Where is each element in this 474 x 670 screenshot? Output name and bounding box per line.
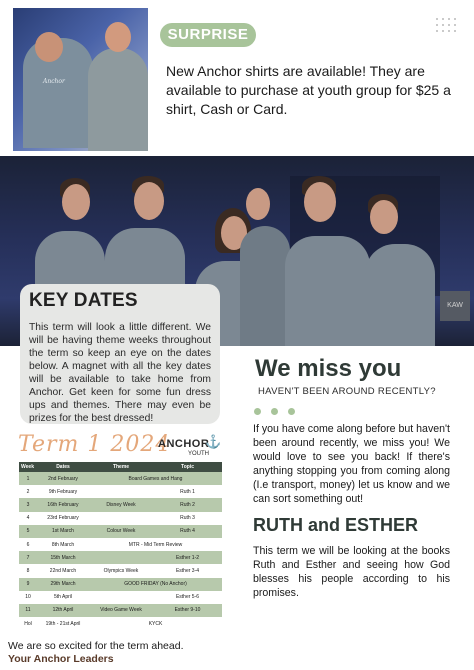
key-dates-text: This term will look a little different. We will be having theme weeks throughout the term so keep an eye on the dates below. A magnet with all the key dates will be available to take home from Anchor. Get keen for some fun dress ups and themes. There may even be prizes for the best dressed! (29, 322, 211, 424)
cell-dates: 15th March (37, 551, 89, 564)
miss-you-title: We miss you (255, 355, 402, 382)
table-row (19, 578, 222, 591)
cell-dates: 2nd February (37, 472, 89, 485)
cell-week: 9 (19, 578, 37, 591)
cell-week: 2 (19, 485, 37, 498)
person-head (62, 184, 90, 220)
cell-topic: Esther 9-10 (153, 604, 222, 617)
cell-topic: Ruth 2 (153, 498, 222, 511)
cell-dates: 22nd March (37, 564, 89, 577)
col-week: Week (19, 462, 37, 472)
table-row (19, 525, 222, 538)
table-row (19, 617, 222, 630)
table-row (19, 604, 222, 617)
term-title: Term 1 2024 (18, 432, 171, 457)
table-row (19, 564, 222, 577)
decorative-dots (436, 18, 456, 36)
shirt-photo (13, 8, 148, 151)
person-head (35, 32, 63, 62)
table-row (19, 551, 222, 564)
col-dates: Dates (37, 462, 89, 472)
cell-dates: 12th April (37, 604, 89, 617)
cell-week: 7 (19, 551, 37, 564)
cell-week: 4 (19, 512, 37, 525)
logo-sub: YOUTH (188, 451, 209, 457)
surprise-text: New Anchor shirts are available! They are available to purchase at youth group for $25 a shirt, Cash or Card. (166, 63, 451, 117)
signoff: Your Anchor Leaders (8, 653, 114, 665)
table-row (19, 591, 222, 604)
cell-week: 6 (19, 538, 37, 551)
person-shape (285, 236, 370, 346)
cell-week: 1 (19, 472, 37, 485)
cell-theme (89, 485, 153, 498)
cell-dates: 23rd February (37, 512, 89, 525)
miss-you-subtitle: HAVEN'T BEEN AROUND RECENTLY? (258, 386, 436, 397)
key-dates-box (20, 284, 220, 424)
schedule-table (19, 462, 222, 630)
cell-theme (89, 591, 153, 604)
cell-week: 3 (19, 498, 37, 511)
cell-week: Hol (19, 617, 37, 630)
person-shape (365, 244, 435, 346)
anchor-logo (158, 434, 222, 460)
col-theme: Theme (89, 462, 153, 472)
miss-you-text: If you have come along before but haven't been around recently, we miss you! We would love to see you back! If there's anything stopping you from coming along (I.e transport, money) let us know and we can sort something out! (253, 423, 450, 505)
cell-dates: 9th February (37, 485, 89, 498)
cell-topic: Esther 5-6 (153, 591, 222, 604)
cell-dates: 1st March (37, 525, 89, 538)
logo-word: ANCHOR (158, 438, 210, 450)
shirt-print: Anchor (43, 78, 65, 85)
col-topic: Topic (153, 462, 222, 472)
cell-topic: Ruth 1 (153, 485, 222, 498)
cell-dates: 16th February (37, 498, 89, 511)
cell-theme: Video Game Week (89, 604, 153, 617)
cell-week: 10 (19, 591, 37, 604)
anchor-icon: ⚓ (205, 434, 222, 449)
cell-dates: 8th March (37, 538, 89, 551)
cell-theme: Board Games and Hang (89, 472, 222, 485)
cell-week: 8 (19, 564, 37, 577)
cell-topic: Esther 3-4 (153, 564, 222, 577)
cell-theme: GOOD FRIDAY (No Anchor) (89, 578, 222, 591)
cell-dates: 29th March (37, 578, 89, 591)
table-row (19, 485, 222, 498)
person-shape (240, 226, 290, 346)
cell-topic: Ruth 3 (153, 512, 222, 525)
cell-theme: Olympics Week (89, 564, 153, 577)
cell-topic: Esther 1-2 (153, 551, 222, 564)
table-row (19, 472, 222, 485)
person-head (134, 182, 164, 220)
cell-theme: Disney Week (89, 498, 153, 511)
decorative-dots (254, 408, 299, 416)
person-head (105, 22, 131, 52)
cell-theme (89, 512, 153, 525)
cell-dates: 5th April (37, 591, 89, 604)
cell-week: 11 (19, 604, 37, 617)
schedule-body (19, 472, 222, 630)
closing-line: We are so excited for the term ahead. (8, 640, 184, 652)
term-schedule (16, 432, 221, 632)
cell-dates: 19th - 21st April (37, 617, 89, 630)
ruth-esther-title: RUTH and ESTHER (253, 515, 419, 535)
table-header-row (19, 462, 222, 472)
cell-theme: KYCK (89, 617, 222, 630)
person-head (304, 182, 336, 222)
table-row (19, 498, 222, 511)
person-head (370, 200, 398, 234)
ruth-esther-text: This term we will be looking at the books Ruth and Esther and seeing how God blesses his people according to his promises. (253, 545, 450, 599)
speaker-box: KAW (440, 291, 470, 321)
surprise-label: SURPRISE (160, 23, 256, 47)
cell-theme (89, 551, 153, 564)
table-row (19, 512, 222, 525)
cell-theme: MTR - Mid Term Review (89, 538, 222, 551)
table-row (19, 538, 222, 551)
person-shape (88, 48, 148, 151)
cell-topic: Ruth 4 (153, 525, 222, 538)
cell-theme: Colour Week (89, 525, 153, 538)
key-dates-title: KEY DATES (29, 290, 138, 311)
person-head (246, 188, 270, 220)
cell-week: 5 (19, 525, 37, 538)
